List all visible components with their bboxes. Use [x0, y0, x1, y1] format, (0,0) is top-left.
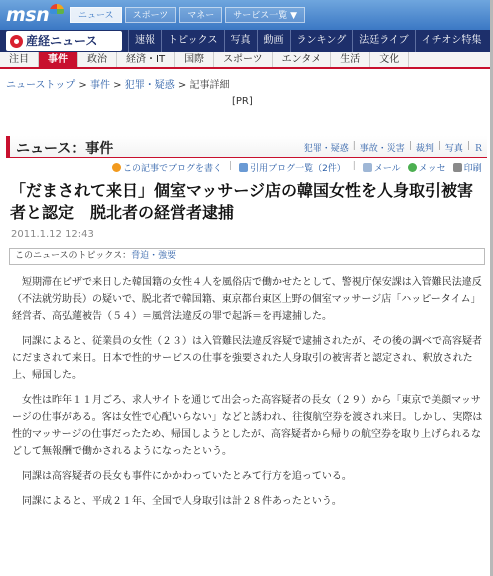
- category-featured[interactable]: 注目: [0, 52, 39, 67]
- section-link-accidents[interactable]: 事故・災害: [359, 144, 405, 154]
- sankei-nav: [128, 30, 487, 52]
- article-toolbar: この記事でブログを書く | 引用ブログ一覧（2件） | メール メッセ 印刷: [112, 161, 482, 174]
- article-date: 2011.1.12 12:43: [11, 229, 94, 240]
- category-international[interactable]: 国際: [175, 52, 214, 67]
- blog-icon: [112, 163, 121, 172]
- nav-topics[interactable]: トピックス: [161, 30, 224, 52]
- breadcrumb-current: 記事詳細: [189, 80, 230, 91]
- messenger-icon: [408, 163, 417, 172]
- messenger-link[interactable]: メッセ: [408, 161, 446, 174]
- breadcrumb-incidents[interactable]: 事件: [89, 80, 110, 91]
- msn-tab-money[interactable]: マネー: [179, 7, 222, 23]
- section-link-crime[interactable]: 犯罪・疑惑: [303, 144, 349, 154]
- pr-label: [PR]: [232, 96, 253, 107]
- mail-icon: [363, 163, 372, 172]
- section-link-trial[interactable]: 裁判: [415, 144, 434, 154]
- sankei-logo[interactable]: 産経ニュース: [6, 31, 122, 51]
- mail-link[interactable]: メール: [363, 161, 401, 174]
- article-paragraph: 同課によると、平成２１年、全国で人身取引は計２８件あったという。: [22, 496, 342, 507]
- print-icon: [453, 163, 462, 172]
- nav-video[interactable]: 動画: [257, 30, 290, 52]
- category-sports[interactable]: スポーツ: [214, 52, 273, 67]
- butterfly-icon: [50, 4, 64, 14]
- msn-tab-sports[interactable]: スポーツ: [125, 7, 177, 23]
- msn-tab-news[interactable]: ニュース: [70, 7, 122, 23]
- breadcrumb-crime[interactable]: 犯罪・疑惑: [124, 80, 175, 91]
- msn-tabs: [70, 7, 305, 23]
- breadcrumb-sep: >: [75, 80, 90, 91]
- section-heading: [6, 136, 487, 158]
- article-body: [12, 274, 484, 518]
- breadcrumb: [6, 76, 229, 91]
- category-entertainment[interactable]: エンタメ: [273, 52, 332, 67]
- msn-logo[interactable]: msn: [6, 4, 64, 26]
- nav-breaking[interactable]: 速報: [128, 30, 161, 52]
- category-life[interactable]: 生活: [331, 52, 370, 67]
- breadcrumb-sep: >: [174, 80, 190, 91]
- msn-top-bar: [0, 0, 493, 30]
- topics-label: このニュースのトピックス：: [15, 251, 132, 261]
- section-link-r[interactable]: Ｒ: [473, 144, 483, 154]
- category-economy[interactable]: 経済・IT: [117, 52, 175, 67]
- category-bar: [0, 52, 493, 69]
- category-incidents[interactable]: 事件: [39, 52, 78, 67]
- category-culture[interactable]: 文化: [370, 52, 409, 67]
- nav-court-live[interactable]: 法廷ライブ: [352, 30, 414, 52]
- sankei-mark-icon: [10, 35, 23, 48]
- quote-icon: [239, 163, 248, 172]
- category-politics[interactable]: 政治: [78, 52, 117, 67]
- nav-photos[interactable]: 写真: [224, 30, 257, 52]
- blog-write-link[interactable]: この記事でブログを書く: [112, 161, 222, 174]
- breadcrumb-sep: >: [109, 80, 125, 91]
- article-paragraph: 女性は昨年１１月ごろ、求人サイトを通じて出会った高容疑者の長女（２９）から「東京で美顔マッサージの仕事がある。客は女性で心配いらない」などと誘われ、往復航空券を渡され来日。しかし、実際は性的マッサージの仕事だったため、帰国しようとしたが、高容疑者から帰りの航空券を取り上げられるなどして無報酬で働かされるようになったという。: [12, 395, 483, 457]
- trackback-list-link[interactable]: 引用ブログ一覧（2件）: [239, 161, 346, 174]
- sankei-header: [0, 30, 493, 52]
- article-paragraph: 同課によると、従業員の女性（２３）は入管難民法違反容疑で逮捕されたが、その後の調べで高容疑者にだまされて来日。日本で性的サービスの仕事を強要された人身取引の被害者と認定され、釈放された上、帰国した。: [12, 336, 482, 381]
- breadcrumb-news-top[interactable]: ニューストップ: [6, 80, 76, 91]
- topics-box: [9, 248, 485, 265]
- nav-ranking[interactable]: ランキング: [290, 30, 353, 52]
- article-paragraph: 短期滞在ビザで来日した韓国籍の女性４人を風俗店で働かせたとして、警視庁保安課は入管難民法違反（不法就労助長）の疑いで、脱北者で韓国籍、東京都台東区上野の個室マッサージ店「ハッピータイム」経営者、高弘蓮被告（５４）＝風営法違反の罪で起訴＝を再逮捕した。: [12, 277, 482, 322]
- section-links: 犯罪・疑惑 | 事故・災害 | 裁判 | 写真 | Ｒ: [303, 141, 483, 154]
- article-paragraph: 同課は高容疑者の長女も事件にかかわっていたとみて行方を追っている。: [22, 471, 352, 482]
- article-headline: 「だまされて来日」個室マッサージ店の韓国女性を人身取引被害者と認定 脱北者の経営者逮捕: [10, 181, 474, 222]
- nav-features[interactable]: イチオシ特集: [415, 30, 488, 52]
- section-link-photos[interactable]: 写真: [444, 144, 463, 154]
- section-title: ニュース：事件: [16, 141, 114, 157]
- msn-tab-services[interactable]: サービス一覧 ▼: [225, 7, 305, 23]
- print-link[interactable]: 印刷: [453, 161, 482, 174]
- topics-link[interactable]: 脅迫・強要: [131, 251, 177, 261]
